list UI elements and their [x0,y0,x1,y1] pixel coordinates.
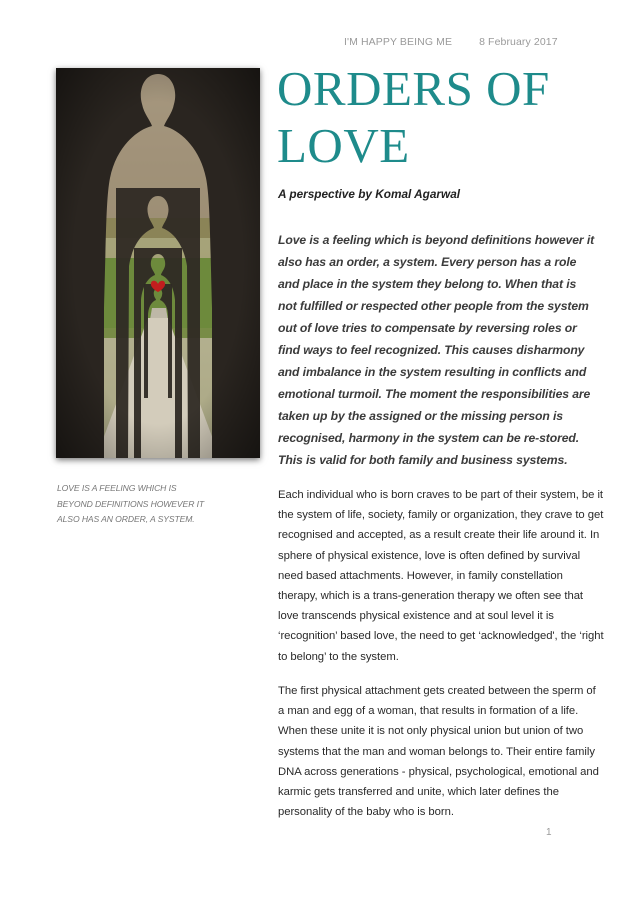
article-lead-paragraph: Love is a feeling which is beyond definitions however it also has an order, a system. Every person has a role and place in the system they belong to. When that is not fulfilled or respected other people from the system out of love tries to compensate by reversing roles or find ways to feel recognized. This causes disharmony and imbalance in the system resulting in conflicts and emotional turmoil. The moment the responsibilities are taken up by the assigned or the missing person is recognised, harmony in the system can be re-stored. This is valid for both family and business systems. [278,233,595,467]
article-title: ORDERS OF LOVE [277,61,550,173]
article-byline: A perspective by Komal Agarwal [278,187,461,201]
article-photo [56,68,260,458]
nested-figures-sculpture-image [56,68,260,458]
running-header [344,36,558,48]
publication-name: I'M HAPPY BEING ME [344,36,453,48]
photo-caption: LOVE IS A FEELING WHICH IS BEYOND DEFINITIONS HOWEVER IT ALSO HAS AN ORDER, A SYSTEM. [57,483,205,524]
page-number: 1 [546,827,552,838]
body-paragraph: The first physical attachment gets created between the sperm of a man and egg of a woman, that results in formation of a life. When these unite it is not only physical union but union of two systems that the man and woman belongs to. Their entire family DNA across generations - physical, psychological, emotional and karmic gets transferred and unite, which later defines the personality of the baby who is born. [278,685,599,819]
body-paragraph: Each individual who is born craves to be part of their system, be it the system of life, society, family or organization, they crave to get recognised and accepted, as a result create their life around it. In sphere of physical existence, love is often defined by survival need based attachments. However, in family constellation therapy, which is a trans-generation therapy we often see that love transcends physical existence and at soul level it is ‘recognition’ based love, the need to get ‘acknowledged', the ‘right to belong’ to the system. [278,489,604,663]
publication-date: 8 February 2017 [479,36,558,48]
